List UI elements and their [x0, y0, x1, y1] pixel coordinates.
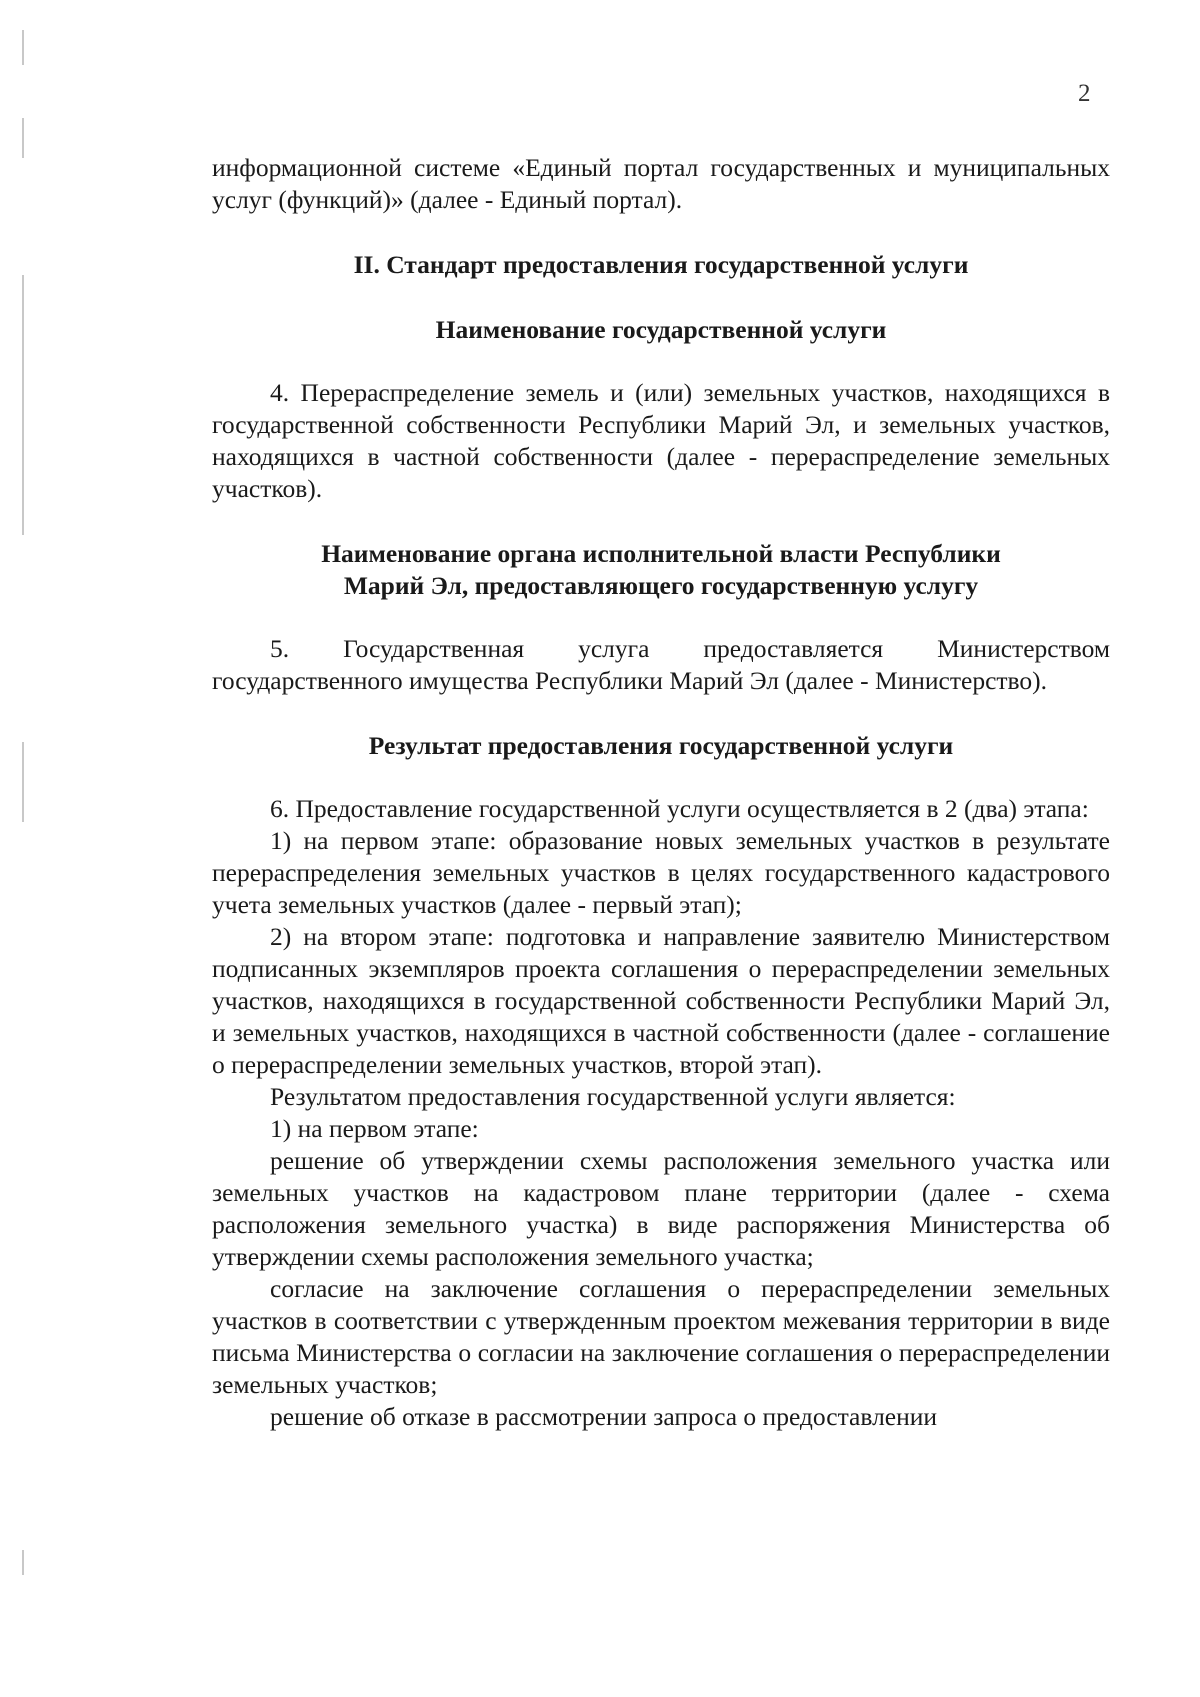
result-decision: решение об утверждении схемы расположения земельного участка или земельных участков на кадастровом плане территории (далее - схема расположения земельного участка) в виде распоряжения Министерства об утверждении схемы расположения земельного участка;	[212, 1146, 1110, 1271]
scan-edge-mark	[22, 275, 24, 535]
heading-service-name: Наименование государственной услуги	[435, 315, 887, 344]
paragraph-5: 5. Государственная услуга предоставляется Министерством государственного имущества Республики Марий Эл (далее - Министерство).	[212, 634, 1110, 695]
scan-edge-mark	[22, 30, 24, 65]
result-refusal: решение об отказе в рассмотрении запроса о предоставлении	[270, 1402, 938, 1431]
scan-edge-mark	[22, 118, 24, 158]
heading-authority-line-1: Наименование органа исполнительной власти Республики	[321, 539, 1001, 568]
paragraph-4: 4. Перераспределение земель и (или) земельных участков, находящихся в государственной собственности Республики Марий Эл, и земельных участков, находящихся в частной собственности (далее - перераспределение земельных участков).	[212, 378, 1110, 503]
paragraph-6-item-1: 1) на первом этапе: образование новых земельных участков в результате перераспределения земельных участков в целях государственного кадастрового учета земельных участков (далее - первый этап);	[212, 826, 1110, 919]
scan-edge-mark	[22, 1550, 24, 1575]
page-number: 2	[1078, 80, 1091, 107]
result-intro: Результатом предоставления государственной услуги является:	[270, 1082, 956, 1111]
result-consent: согласие на заключение соглашения о перераспределении земельных участков в соответствии с утвержденным проектом межевания территории в виде письма Министерства о согласии на заключение соглашения о перераспределении земельных участков;	[212, 1274, 1110, 1399]
paragraph-6: 6. Предоставление государственной услуги осуществляется в 2 (два) этапа:	[270, 794, 1089, 823]
heading-authority-line-2: Марий Эл, предоставляющего государственную услугу	[343, 571, 979, 600]
scan-edge-mark	[22, 742, 24, 822]
section-title: II. Стандарт предоставления государственной услуги	[353, 250, 969, 279]
heading-result: Результат предоставления государственной услуги	[368, 731, 954, 760]
paragraph-6-item-2: 2) на втором этапе: подготовка и направление заявителю Министерством подписанных экземпляров проекта соглашения о перераспределении земельных участков, находящихся в государственной собственности Республики Марий Эл, и земельных участков, находящихся в частной собственности (далее - соглашение о перераспределении земельных участков, второй этап).	[212, 922, 1110, 1079]
intro-paragraph: информационной системе «Единый портал государственных и муниципальных услуг (функций)» (далее - Единый портал).	[212, 153, 1110, 214]
document-body	[212, 152, 1110, 1433]
result-stage-1: 1) на первом этапе:	[270, 1114, 479, 1143]
